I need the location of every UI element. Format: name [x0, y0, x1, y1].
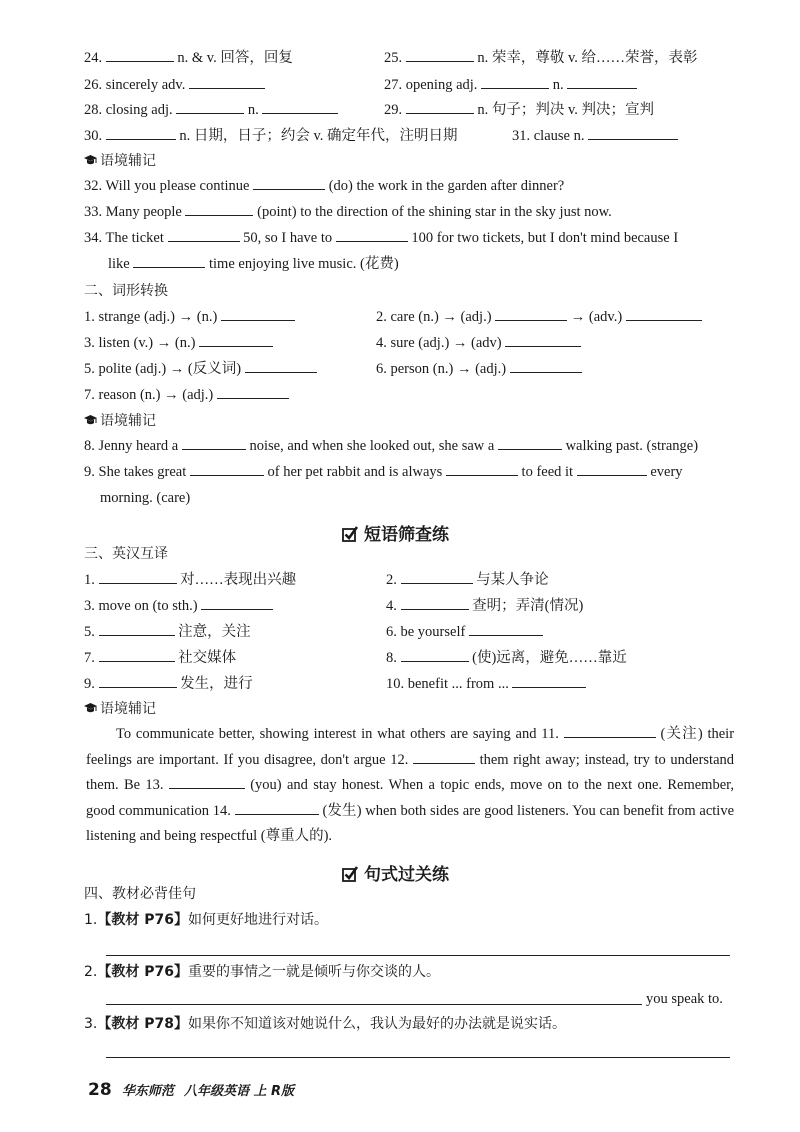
exercise-33: 33. Many people (point) to the direction of the shining star in the sky just now. [84, 204, 612, 220]
answer-blank[interactable] [99, 674, 177, 688]
answer-blank[interactable] [201, 596, 273, 610]
checkbox-icon [342, 526, 358, 542]
answer-blank[interactable] [446, 462, 518, 476]
answer-blank[interactable] [262, 100, 338, 114]
answer-blank[interactable] [577, 462, 647, 476]
answer-blank[interactable] [176, 100, 244, 114]
context-label: 语境辅记 [84, 151, 156, 171]
item-number: 24. [84, 50, 103, 66]
answer-blank[interactable] [199, 333, 273, 347]
context-label: 语境辅记 [84, 411, 156, 431]
item-text: 26. sincerely adv. [84, 77, 186, 93]
vocab-25 [384, 48, 698, 68]
answer-blank[interactable] [413, 750, 475, 764]
answer-blank[interactable] [99, 648, 175, 662]
answer-blank[interactable] [401, 648, 469, 662]
phrase-section-heading: 短语筛查练 [342, 520, 449, 545]
answer-blank[interactable] [495, 307, 567, 321]
item-text: n. & v. 回答，回复 [177, 50, 293, 66]
answer-blank[interactable] [469, 622, 543, 636]
phrase-6: 6. be yourself [386, 622, 543, 642]
answer-blank[interactable] [133, 254, 205, 268]
vocab-27 [384, 75, 637, 95]
phrase-4: 4. 查明；弄清(情况) [386, 598, 584, 614]
book-title: 八年级英语 上 R版 [183, 1084, 295, 1099]
item-text: n. 荣幸，尊敬 v. 给……荣誉，表彰 [477, 50, 698, 66]
answer-blank[interactable] [512, 674, 586, 688]
publisher-logo: 华东师范 [121, 1084, 174, 1099]
item-number: 30. [84, 128, 103, 144]
answer-blank[interactable] [336, 228, 408, 242]
answer-blank[interactable] [567, 75, 637, 89]
wordform-1: 1. strange (adj.) → (n.) [84, 307, 295, 327]
textbook-ref: 【教材 P76】 [97, 964, 188, 980]
exercise-8: 8. Jenny heard a noise, and when she looked out, she saw a walking past. (strange) [84, 438, 699, 454]
graduation-cap-icon [84, 703, 97, 714]
item-text: 31. clause n. [512, 128, 585, 144]
textbook-ref: 【教材 P78】 [97, 1016, 188, 1032]
answer-blank[interactable] [189, 75, 265, 89]
answer-blank[interactable] [564, 724, 656, 738]
answer-line[interactable] [106, 1004, 642, 1005]
page-footer [88, 1080, 294, 1100]
answer-blank[interactable] [588, 126, 678, 140]
wordform-6: 6. person (n.) → (adj.) [376, 359, 582, 379]
context-label: 语境辅记 [84, 699, 156, 719]
answer-blank[interactable] [217, 385, 289, 399]
wordform-2: 2. care (n.) → (adj.) → (adv.) [376, 307, 702, 327]
answer-blank[interactable] [190, 462, 264, 476]
phrase-3: 3. move on (to sth.) [84, 596, 273, 616]
answer-blank[interactable] [235, 801, 319, 815]
answer-blank[interactable] [221, 307, 295, 321]
sentence-section-heading: 句式过关练 [342, 860, 449, 885]
exercise-9: 9. She takes great of her pet rabbit and is always to feed it every [84, 464, 683, 480]
section-title: 四、教材必背佳句 [84, 886, 196, 902]
item-number: 25. [384, 50, 403, 66]
answer-blank[interactable] [185, 202, 253, 216]
item-text: 28. closing adj. [84, 102, 173, 118]
wordform-5: 5. polite (adj.) → (反义词) [84, 359, 317, 379]
wordform-7: 7. reason (n.) → (adj.) [84, 385, 289, 405]
sentence-1: 1.【教材 P76】如何更好地进行对话。 [84, 912, 328, 928]
sentence-2-tail: you speak to. [646, 991, 723, 1007]
phrase-1: 1. 对……表现出兴趣 [84, 572, 297, 588]
answer-blank[interactable] [168, 228, 240, 242]
answer-blank[interactable] [245, 359, 317, 373]
graduation-cap-icon [84, 415, 97, 426]
answer-blank[interactable] [99, 622, 175, 636]
answer-blank[interactable] [481, 75, 549, 89]
vocab-28 [84, 100, 338, 120]
exercise-34: 34. The ticket 50, so I have to 100 for two tickets, but I don't mind because I [84, 230, 679, 246]
vocab-24 [84, 48, 293, 68]
answer-blank[interactable] [401, 596, 469, 610]
answer-blank[interactable] [626, 307, 702, 321]
answer-blank[interactable] [505, 333, 581, 347]
vocab-29 [384, 100, 654, 120]
phrase-8: 8. (使)远离，避免……靠近 [386, 650, 627, 666]
item-text: n. 日期，日子；约会 v. 确定年代，注明日期 [179, 128, 458, 144]
item-text: 27. opening adj. [384, 77, 478, 93]
item-number: 29. [384, 102, 403, 118]
wordform-3: 3. listen (v.) → (n.) [84, 333, 273, 353]
answer-blank[interactable] [510, 359, 582, 373]
context-paragraph: To communicate better, showing interest in what others are saying and 11. (关注) their feelings are important. If you disagree, don't argue 12. them right away; instead, try to understand them. Be 13. (you) and stay honest. When a topic ends, move on to the next one. Remember, good communication 14. (发生) when both sides are good listeners. You can benefit from active listening and being respectful (尊重人的). [86, 726, 735, 844]
item-text: n. 句子；判决 v. 判决；宣判 [477, 102, 655, 118]
graduation-cap-icon [84, 155, 97, 166]
textbook-ref: 【教材 P76】 [97, 912, 188, 928]
answer-blank[interactable] [498, 436, 562, 450]
answer-blank[interactable] [401, 570, 473, 584]
answer-line[interactable] [106, 955, 730, 956]
checkbox-icon [342, 866, 358, 882]
item-text: n. [247, 102, 259, 118]
phrase-10: 10. benefit ... from ... [386, 674, 586, 694]
answer-blank[interactable] [106, 126, 176, 140]
exercise-34-cont: like time enjoying live music. (花费) [108, 256, 399, 272]
phrase-9: 9. 发生，进行 [84, 676, 253, 692]
answer-blank[interactable] [253, 176, 325, 190]
section-title: 三、英汉互译 [84, 546, 168, 562]
phrase-5: 5. 注意，关注 [84, 624, 251, 640]
phrase-7: 7. 社交媒体 [84, 650, 237, 666]
vocab-30 [84, 126, 458, 146]
exercise-32: 32. Will you please continue (do) the work in the garden after dinner? [84, 178, 565, 194]
answer-blank[interactable] [406, 100, 474, 114]
answer-blank[interactable] [169, 775, 245, 789]
wordform-4: 4. sure (adj.) → (adv) [376, 333, 581, 353]
answer-blank[interactable] [406, 48, 474, 62]
answer-blank[interactable] [182, 436, 246, 450]
exercise-9-cont: morning. (care) [100, 490, 191, 506]
answer-blank[interactable] [106, 48, 174, 62]
vocab-26 [84, 75, 265, 95]
answer-blank[interactable] [99, 570, 177, 584]
sentence-3: 3.【教材 P78】如果你不知道该对她说什么，我认为最好的办法就是说实话。 [84, 1016, 566, 1032]
sentence-2: 2.【教材 P76】重要的事情之一就是倾听与你交谈的人。 [84, 964, 440, 980]
answer-line[interactable] [106, 1057, 730, 1058]
item-text: n. [552, 77, 564, 93]
vocab-31 [512, 126, 678, 146]
page-number: 28 [88, 1080, 112, 1100]
section-title: 二、词形转换 [84, 283, 168, 299]
phrase-2: 2. 与某人争论 [386, 572, 549, 588]
